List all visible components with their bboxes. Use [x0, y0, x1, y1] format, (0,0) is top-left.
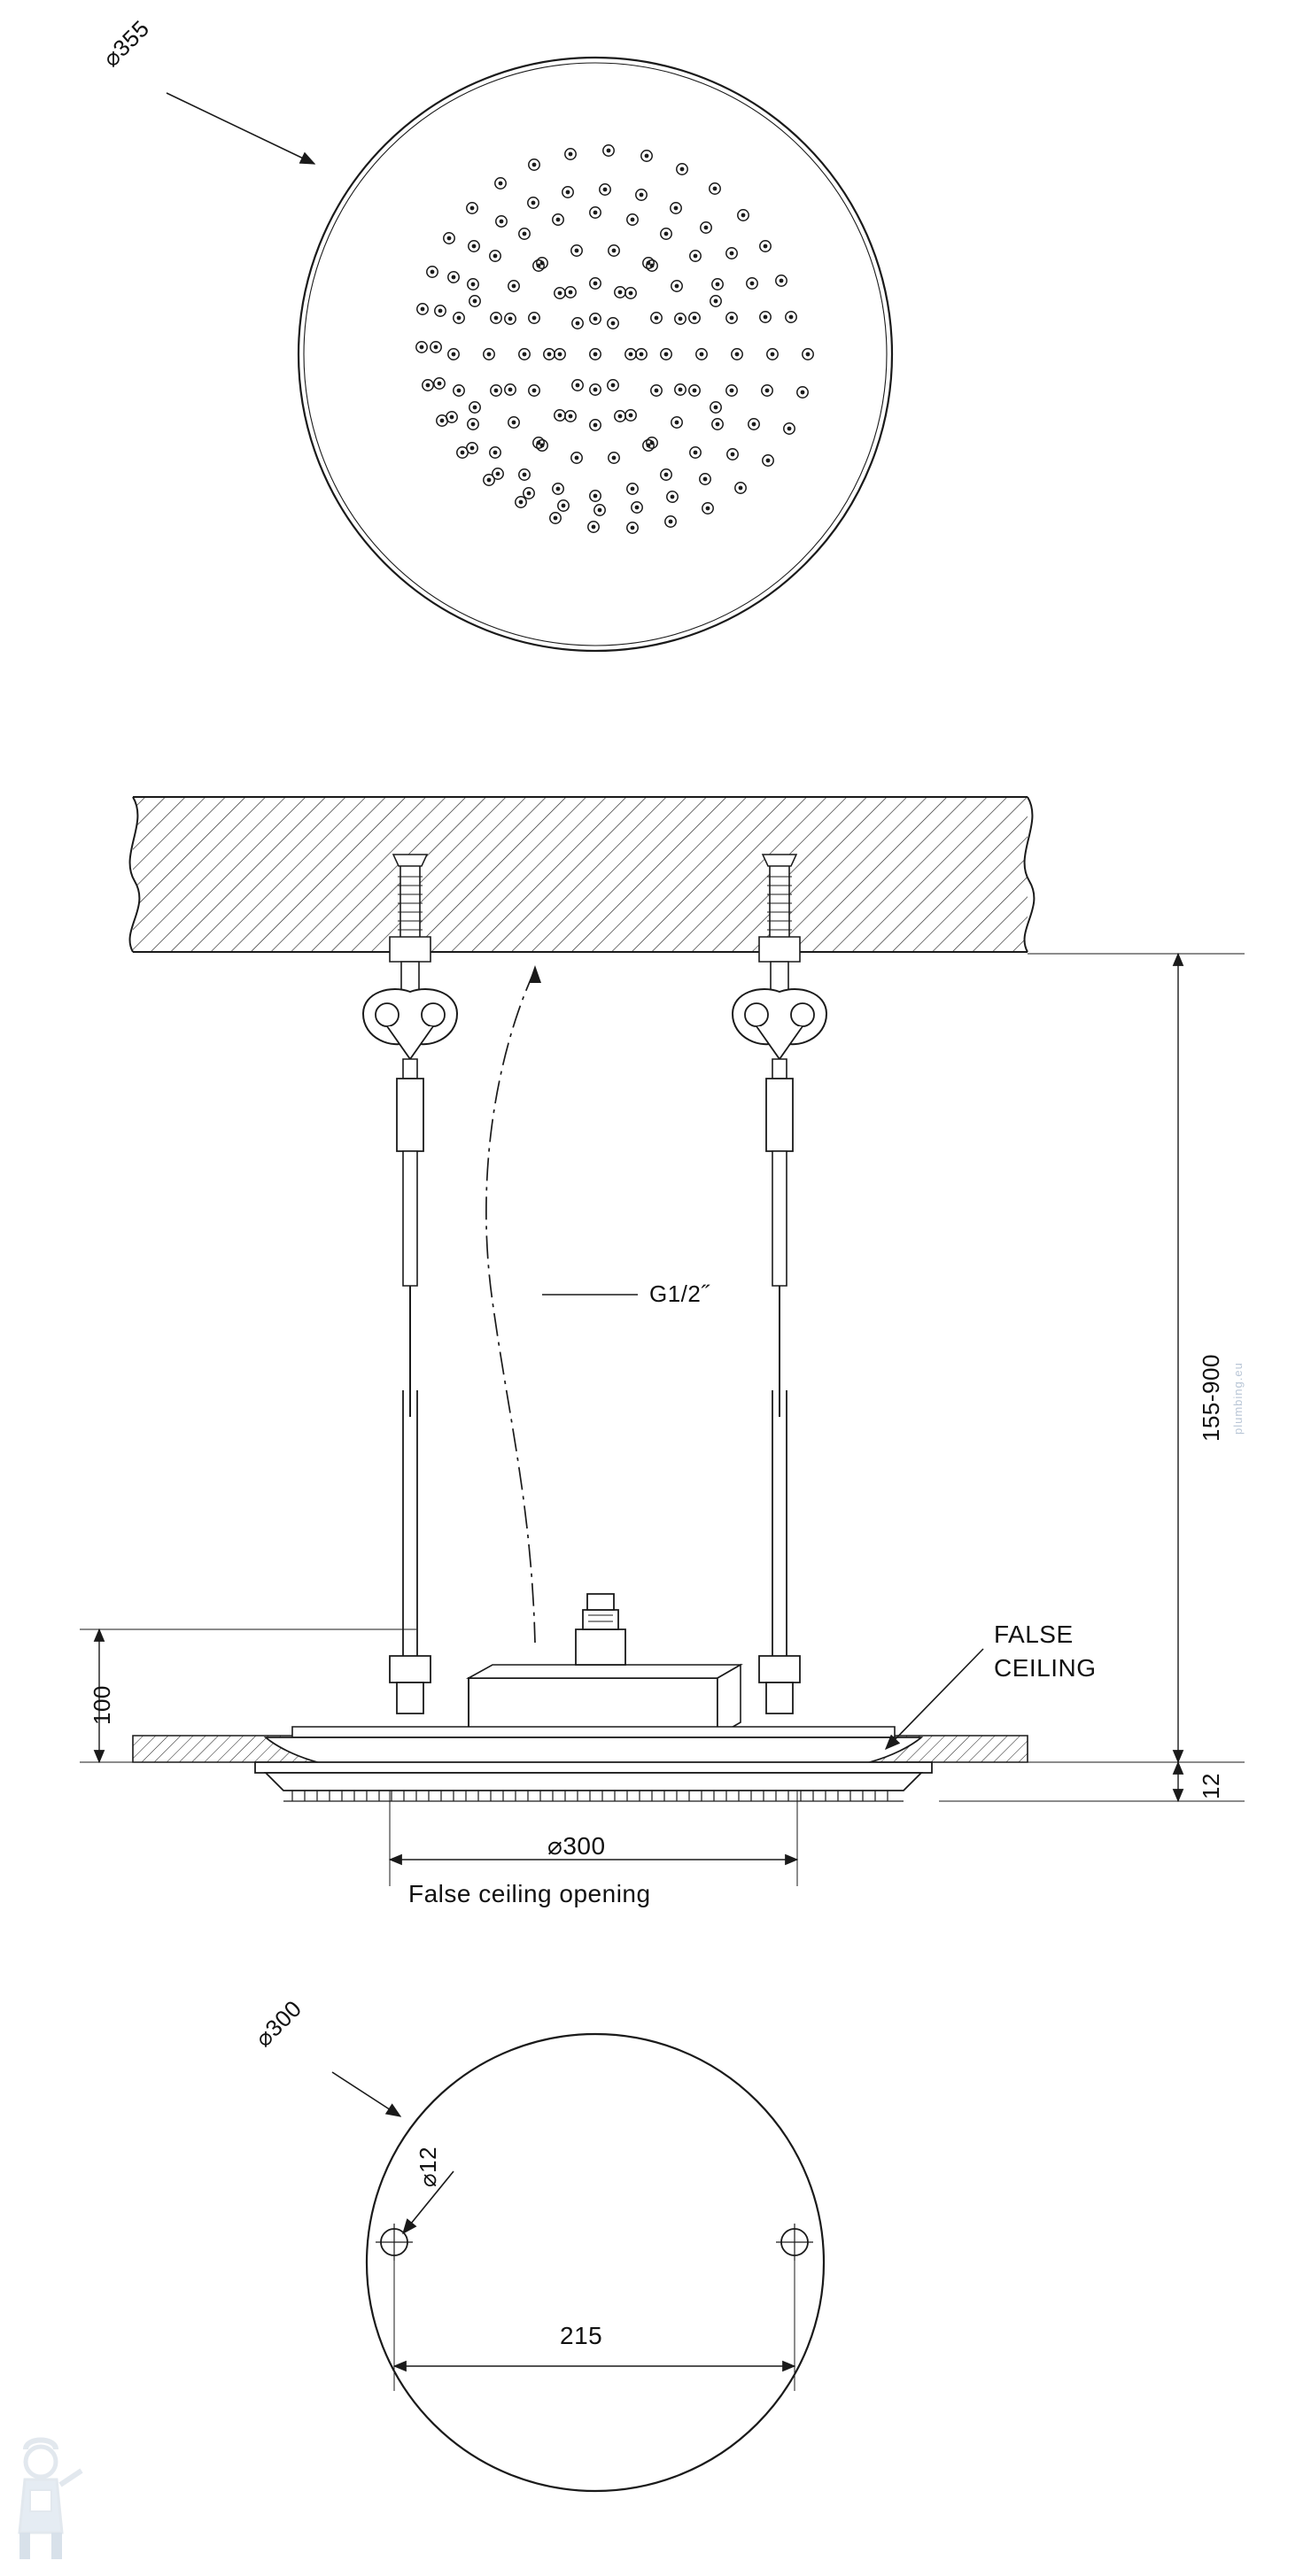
label-opening-diameter: ⌀300 — [547, 1832, 606, 1860]
label-bottom-diameter: ⌀300 — [250, 1994, 307, 2053]
label-false-ceiling-line2: CEILING — [994, 1654, 1097, 1682]
label-head-diameter: ⌀355 — [97, 14, 155, 73]
label-hole-spacing: 215 — [560, 2322, 603, 2349]
label-false-ceiling-line1: FALSE — [994, 1621, 1074, 1648]
bottom-view-group — [332, 2034, 824, 2491]
label-opening-caption: False ceiling opening — [408, 1880, 651, 1907]
label-drop-range: 155-900 — [1198, 1354, 1224, 1442]
section-view-group — [80, 797, 1245, 1886]
watermark-text: plumbing.eu — [1231, 1362, 1245, 1435]
label-thread-g12: G1/2˝ — [649, 1280, 710, 1307]
watermark-logo — [19, 2441, 81, 2560]
label-hole-diameter: ⌀12 — [415, 2146, 441, 2187]
label-drop-height: 100 — [89, 1685, 115, 1725]
label-plate-thickness: 12 — [1198, 1773, 1224, 1799]
top-view-group — [167, 58, 892, 651]
